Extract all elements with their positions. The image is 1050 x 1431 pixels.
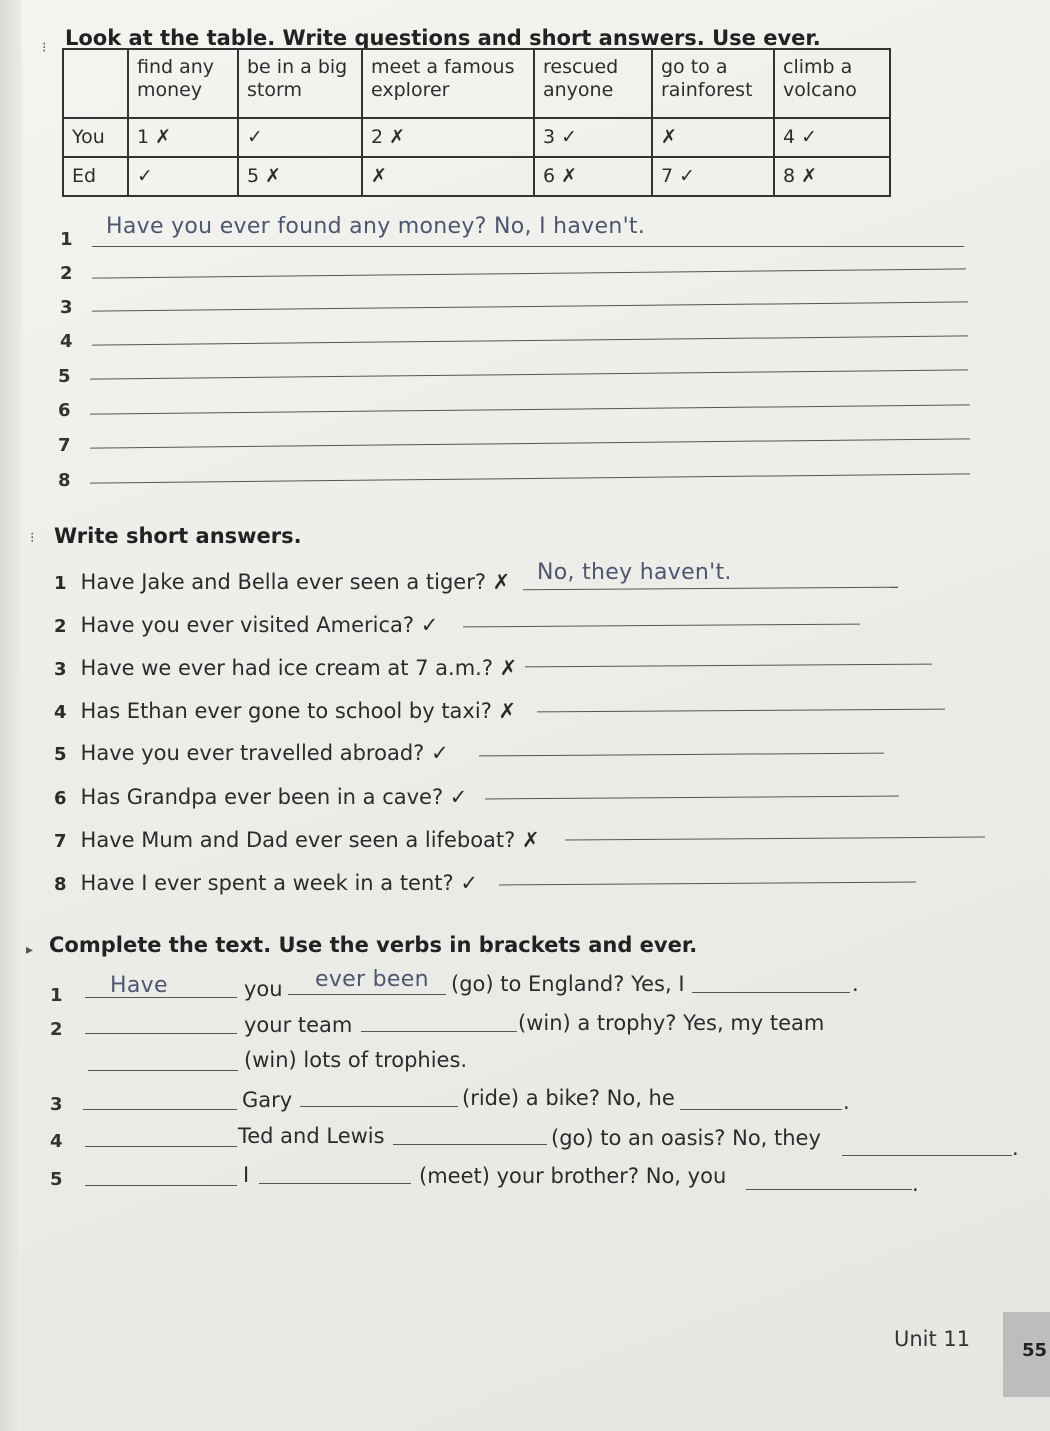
blank-line[interactable]: [393, 1144, 547, 1145]
table-cell: ✓: [238, 118, 362, 157]
line-number: 6: [58, 400, 71, 421]
answer-line[interactable]: [92, 268, 966, 278]
table-cell: ✓: [128, 157, 238, 196]
question-text: Have Jake and Bella ever seen a tiger? ✗: [80, 570, 511, 594]
table-cell: 8 ✗: [774, 157, 890, 196]
section1-heading: Look at the table. Write questions and short answers. Use ever.: [65, 26, 821, 50]
table-header-cell: climb a volcano: [774, 49, 890, 118]
question-text: Have I ever spent a week in a tent? ✓: [80, 871, 478, 895]
blank-line[interactable]: [83, 1109, 237, 1110]
answer-line[interactable]: [523, 587, 898, 591]
question-text: Have Mum and Dad ever seen a lifeboat? ✗: [80, 828, 540, 852]
answer-line[interactable]: [90, 438, 970, 448]
blank-line[interactable]: [288, 994, 446, 995]
table-row-label: You: [63, 118, 128, 157]
table-cell: 6 ✗: [534, 157, 652, 196]
section3-heading: Complete the text. Use the verbs in brackets and ever.: [49, 933, 698, 957]
question-number: 3: [54, 659, 67, 680]
question-text: Has Ethan ever gone to school by taxi? ✗: [80, 699, 517, 723]
answer-line[interactable]: [499, 882, 916, 886]
answer-line[interactable]: [92, 301, 968, 311]
blank-line[interactable]: [85, 1033, 237, 1034]
line-number: 4: [60, 331, 73, 352]
blank-line[interactable]: [88, 1070, 238, 1071]
sentence-text: Ted and Lewis: [238, 1124, 385, 1148]
sentence-text: you: [244, 977, 283, 1001]
page-number: 55: [1022, 1340, 1048, 1361]
line-number: 8: [58, 470, 71, 491]
sentence-punct: .: [1012, 1136, 1019, 1160]
sentence-text: I: [243, 1163, 250, 1187]
blank-line[interactable]: [692, 992, 850, 993]
sentence-punct: .: [852, 972, 859, 996]
answer-line[interactable]: [90, 473, 970, 483]
sentence-text: (meet) your brother? No, you: [419, 1164, 727, 1188]
question-item: [54, 785, 467, 809]
table-header-cell: [63, 49, 128, 118]
line-number: 1: [60, 229, 73, 250]
table-cell: 7 ✓: [652, 157, 774, 196]
item-number: 3: [50, 1094, 63, 1115]
question-item: [54, 828, 540, 852]
question-number: 5: [54, 744, 67, 765]
section2-heading: Write short answers.: [54, 524, 302, 548]
question-number: 1: [54, 573, 67, 594]
table-cell: 1 ✗: [128, 118, 238, 157]
table-cell: 5 ✗: [238, 157, 362, 196]
line-number: 2: [60, 263, 73, 284]
handwritten-answer: No, they haven't.: [537, 560, 732, 585]
question-item: [54, 656, 517, 680]
unit-label: Unit 11: [894, 1327, 971, 1351]
table-cell: 4 ✓: [774, 118, 890, 157]
question-item: [54, 570, 510, 594]
sentence-text: (ride) a bike? No, he: [462, 1086, 675, 1110]
table-header-cell: be in a big storm: [238, 49, 362, 118]
table-cell: ✗: [362, 157, 534, 196]
sentence-text: Gary: [242, 1088, 293, 1112]
line-number: 3: [60, 297, 73, 318]
blank-line[interactable]: [842, 1155, 1012, 1156]
question-number: 7: [54, 831, 67, 852]
section-bullet: ⁝: [30, 530, 35, 546]
sentence-text: (go) to an oasis? No, they: [551, 1126, 821, 1150]
question-number: 2: [54, 616, 67, 637]
sentence-text: (go) to England? Yes, I: [451, 972, 685, 996]
blank-line[interactable]: [300, 1106, 458, 1107]
question-text: Has Grandpa ever been in a cave? ✓: [80, 785, 468, 809]
blank-line[interactable]: [680, 1109, 842, 1110]
question-text: Have we ever had ice cream at 7 a.m.? ✗: [80, 656, 518, 680]
blank-line[interactable]: [259, 1183, 411, 1184]
table-cell: 3 ✓: [534, 118, 652, 157]
table-row-label: Ed: [63, 157, 128, 196]
table-header-cell: meet a famous explorer: [362, 49, 534, 118]
line-number: 5: [58, 366, 71, 387]
ever-table: [62, 48, 891, 197]
answer-line[interactable]: [90, 369, 968, 379]
sentence-text: your team: [244, 1013, 353, 1037]
line-number: 7: [58, 435, 71, 456]
answer-line[interactable]: [479, 753, 884, 757]
table-cell: 2 ✗: [362, 118, 534, 157]
question-item: [54, 613, 438, 637]
table-header-cell: go to a rainforest: [652, 49, 774, 118]
blank-line[interactable]: [85, 1185, 237, 1186]
answer-line[interactable]: [485, 796, 899, 800]
item-number: 2: [50, 1019, 63, 1040]
answer-line[interactable]: [565, 837, 985, 841]
sentence-text: (win) a trophy? Yes, my team: [518, 1011, 825, 1035]
handwritten-answer: ever been: [315, 967, 429, 992]
question-item: [54, 741, 449, 765]
section-bullet: ⁝: [42, 40, 47, 56]
sentence-punct: .: [843, 1090, 850, 1114]
answer-line[interactable]: [537, 709, 945, 713]
answer-line[interactable]: [92, 335, 968, 345]
table-cell: ✗: [652, 118, 774, 157]
question-item: [54, 871, 478, 895]
answer-line[interactable]: [90, 404, 970, 414]
item-number: 5: [50, 1169, 63, 1190]
sentence-punct: .: [912, 1172, 919, 1196]
item-number: 4: [50, 1131, 63, 1152]
handwritten-answer: Have: [110, 973, 168, 998]
answer-line[interactable]: [525, 664, 932, 668]
question-item: [54, 699, 516, 723]
section-bullet: ▸: [26, 942, 34, 958]
handwritten-answer: Have you ever found any money? No, I haven't.: [106, 214, 646, 239]
question-number: 6: [54, 788, 67, 809]
question-number: 8: [54, 874, 67, 895]
blank-line[interactable]: [85, 1146, 237, 1147]
page-edge-shadow: [0, 0, 22, 1431]
blank-line[interactable]: [361, 1031, 517, 1032]
sentence-text: (win) lots of trophies.: [244, 1048, 468, 1072]
answer-line[interactable]: [463, 624, 860, 628]
question-text: Have you ever travelled abroad? ✓: [80, 741, 449, 765]
blank-line[interactable]: [746, 1189, 912, 1190]
item-number: 1: [50, 985, 63, 1006]
question-number: 4: [54, 702, 67, 723]
table-header-cell: find any money: [128, 49, 238, 118]
table-header-cell: rescued anyone: [534, 49, 652, 118]
answer-line[interactable]: [92, 246, 964, 247]
question-text: Have you ever visited America? ✓: [80, 613, 439, 637]
